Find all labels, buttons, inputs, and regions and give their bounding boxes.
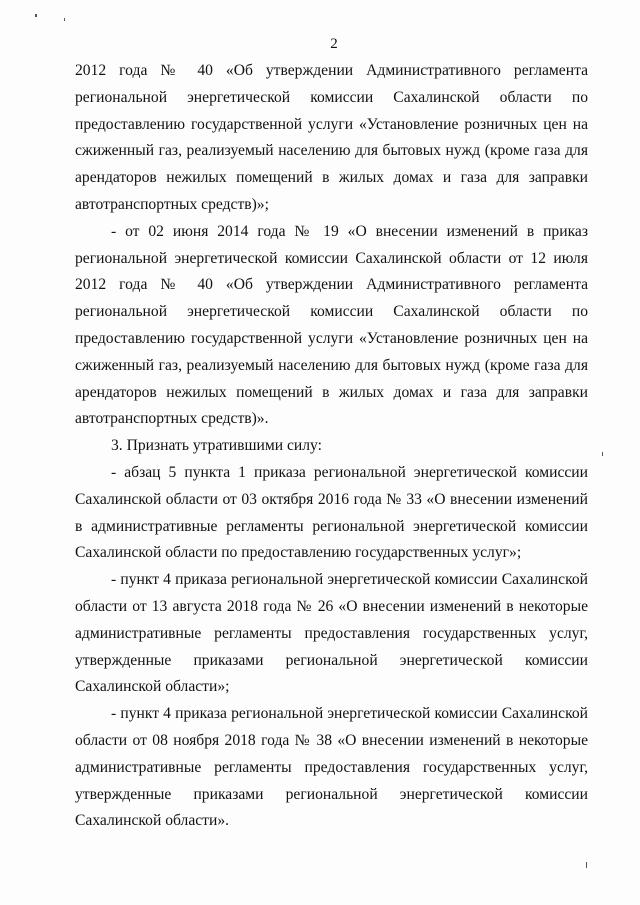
paragraph: - от 02 июня 2014 года № 19 «О внесении изменений в приказ региональной энергетической комиссии Сахалинской области от 12 июля 2012 года № 40 «Об утверждении Административного регламента региональной энергетической комиссии Сахалинской области по предоставлению государственной услуги «Установление розничных цен на сжиженный газ, реализуемый населению для бытовых нужд (кроме газа для арендаторов нежилых помещений в жилых домах и газа для заправки автотранспортных средств)».	[75, 222, 588, 428]
page-number: 2	[330, 36, 338, 52]
paragraph: 3. Признать утратившими силу:	[111, 437, 322, 455]
paragraph: 2012 года № 40 «Об утверждении Административного регламента региональной энергетической комиссии Сахалинской области по предоставлению государственной услуги «Установление розничных цен на сжиженный газ, реализуемый населению для бытовых нужд (кроме газа для арендаторов нежилых помещений в жилых домах и газа для заправки автотранспортных средств)»;	[75, 62, 588, 213]
scan-speck	[35, 14, 37, 17]
scan-speck	[586, 862, 587, 868]
paragraph: - пункт 4 приказа региональной энергетической комиссии Сахалинской области от 08 ноября 2018 года № 38 «О внесении изменений в некоторые административные регламенты предоставления государственных услуг, утвержденные приказами региональной энергетической комиссии Сахалинской области».	[75, 705, 588, 830]
document-body	[75, 58, 588, 835]
scan-speck	[602, 452, 603, 456]
paragraph: - пункт 4 приказа региональной энергетической комиссии Сахалинской области от 13 августа 2018 года № 26 «О внесении изменений в некоторые административные регламенты предоставления государственных услуг, утвержденные приказами региональной энергетической комиссии Сахалинской области»;	[75, 571, 588, 696]
paragraph: - абзац 5 пункта 1 приказа региональной энергетической комиссии Сахалинской области от 03 октября 2016 года № 33 «О внесении изменений в административные регламенты региональной энергетической комиссии Сахалинской области по предоставлению государственных услуг»;	[75, 463, 588, 562]
scan-speck	[64, 18, 65, 21]
